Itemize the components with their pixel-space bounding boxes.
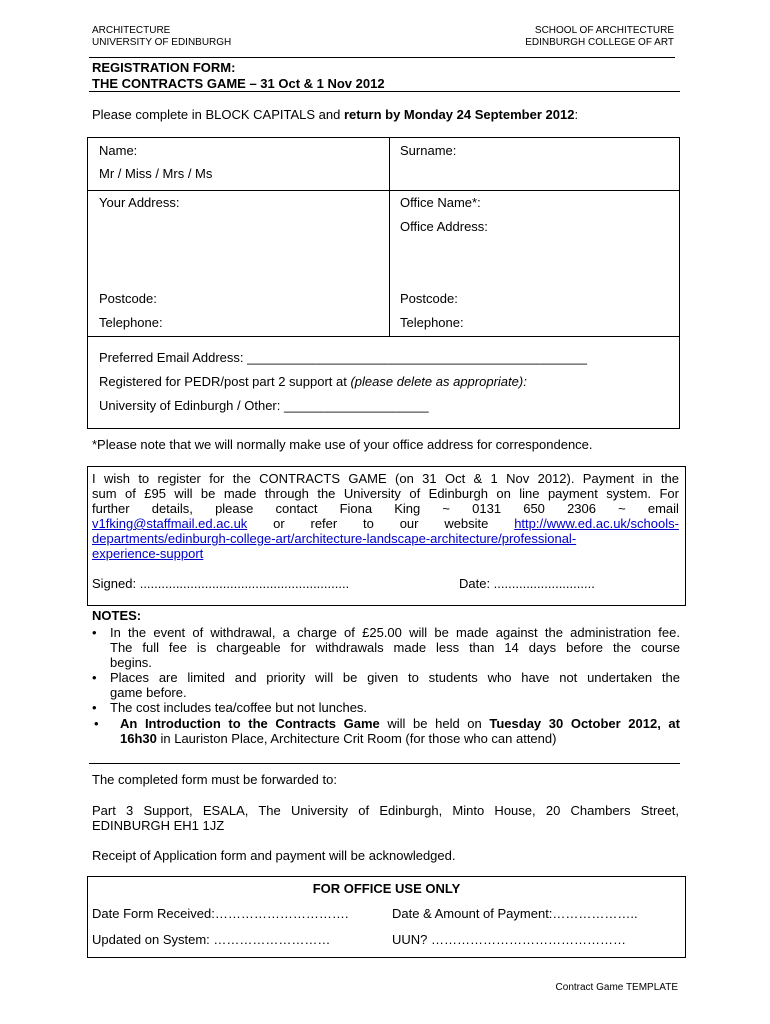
list-item [92,625,680,670]
date-field[interactable]: Date: ............................ [459,576,595,591]
word: please [215,501,254,516]
bullet3-line: The cost includes tea/coffee but not lunches. [110,700,368,715]
bullet4-end: in Lauriston Place, Architecture Crit Room (for those who can attend) [156,731,557,746]
office-address-field[interactable]: Office Address: [400,219,488,234]
forward-address-line1: Part 3 Support, ESALA, The University of Edinburgh, Minto House, 20 Chambers Street, [92,803,679,818]
bullet-icon: • [92,670,97,685]
word: further [92,501,130,516]
name-field[interactable]: Name: [99,143,138,158]
title-line1: REGISTRATION FORM: [92,60,236,75]
notes-rule [89,763,680,764]
forward-address-line2: EDINBURGH EH1 1JZ [92,818,225,833]
contact-email-link[interactable]: v1fking@staffmail.ed.ac.uk [92,516,248,531]
header-right-line2: EDINBURGH COLLEGE OF ART [525,37,674,48]
bullet2-line2: game before. [110,685,187,700]
list-item [92,670,680,700]
bullet1-line2: The full fee is chargeable for withdrawals made less than 14 days before the course [110,640,680,655]
form-column-divider [389,137,390,336]
register-line2: sum of £95 will be made through the University of Edinburgh on line payment system. For [92,486,679,501]
bullet-icon: • [92,625,97,640]
word: or [273,516,285,531]
pedr-options[interactable]: University of Edinburgh / Other: ____________________ [99,398,429,413]
header-right-line1: SCHOOL OF ARCHITECTURE [534,25,674,36]
header-left [92,25,231,49]
website-link-part2[interactable]: departments/edinburgh-college-art/architecture-landscape-architecture/professional- [92,531,577,546]
date-received-field[interactable]: Date Form Received:…………………………. [92,906,349,921]
forward-instruction: The completed form must be forwarded to: [92,772,337,787]
bullet4-mid: will be held on [379,716,490,731]
intro-prefix: Please complete in BLOCK CAPITALS and [92,107,344,122]
notes-heading: NOTES: [92,608,142,623]
word: refer [310,516,338,531]
list-item [92,700,680,715]
updated-system-field[interactable]: Updated on System: ……………………… [92,932,331,947]
pedr-prefix: Registered for PEDR/post part 2 support at [99,374,351,389]
notes-list [92,625,680,746]
website-link-part1[interactable]: http://www.ed.ac.uk/schools- [514,516,679,531]
title-rule [89,91,680,92]
word: ~ [442,501,451,516]
register-text [92,471,679,561]
office-use-heading: FOR OFFICE USE ONLY [312,881,461,896]
title-options[interactable]: Mr / Miss / Mrs / Ms [99,166,213,181]
website-link-part3[interactable]: experience-support [92,546,204,561]
word: our [399,516,419,531]
word: contact [275,501,318,516]
page-title [92,60,385,92]
word: ~ [618,501,626,516]
intro-text [92,107,578,122]
office-name-field[interactable]: Office Name*: [400,195,481,210]
telephone-left-field[interactable]: Telephone: [99,315,163,330]
bullet-icon: • [92,700,97,715]
list-item [92,716,680,746]
your-address-field[interactable]: Your Address: [99,195,180,210]
word: email [647,501,679,516]
bullet1-line1: In the event of withdrawal, a charge of £25.00 will be made against the administration fee. [110,625,680,640]
word: website [444,516,489,531]
word: Fiona [339,501,373,516]
register-line1: I wish to register for the CONTRACTS GAME (on 31 Oct & 1 Nov 2012). Payment in the [92,471,679,486]
receipt-note: Receipt of Application form and payment will be acknowledged. [92,848,456,863]
date-amount-field[interactable]: Date & Amount of Payment:……………….. [392,906,638,921]
word: 2306 [567,501,596,516]
surname-field[interactable]: Surname: [400,143,457,158]
header-right [525,25,674,49]
bullet4-line2 [120,731,680,746]
office-address-note: *Please note that we will normally make use of your office address for correspondence. [92,437,593,452]
signed-field[interactable]: Signed: .......................................................... [92,576,350,591]
register-line3 [92,501,679,516]
word: details, [151,501,193,516]
form-divider-1 [87,190,680,191]
intro-deadline: return by Monday 24 September 2012 [343,107,575,122]
footer-label: Contract Game TEMPLATE [555,982,678,993]
header-left-line1: ARCHITECTURE [92,25,171,36]
uun-field[interactable]: UUN? ……………………………………… [392,932,627,947]
header-left-line2: UNIVERSITY OF EDINBURGH [92,37,232,48]
pedr-question [99,374,527,389]
form-divider-2 [87,336,680,337]
postcode-right-field[interactable]: Postcode: [400,291,458,306]
pedr-instruction: (please delete as appropriate): [350,374,527,389]
word: 650 [523,501,545,516]
title-line2: THE CONTRACTS GAME – 31 Oct & 1 Nov 2012 [92,76,385,91]
intro-event-date: Tuesday 30 October 2012, at [489,716,680,731]
intro-event-title: An Introduction to the Contracts Game [120,716,380,731]
header-rule [89,57,675,58]
word: King [394,501,421,516]
bullet1-line3: begins. [110,655,152,670]
bullet2-line1: Places are limited and priority will be given to students who have not undertaken the [110,670,680,685]
bullet4-line1 [120,716,680,731]
telephone-right-field[interactable]: Telephone: [400,315,464,330]
postcode-left-field[interactable]: Postcode: [99,291,157,306]
intro-event-time: 16h30 [120,731,157,746]
word: to [363,516,374,531]
intro-suffix: : [574,107,579,122]
bullet-icon: • [94,716,99,731]
forward-address [92,803,679,833]
email-field[interactable]: Preferred Email Address: _______________________________________________ [99,350,587,365]
register-line4 [92,516,679,531]
word: 0131 [472,501,502,516]
